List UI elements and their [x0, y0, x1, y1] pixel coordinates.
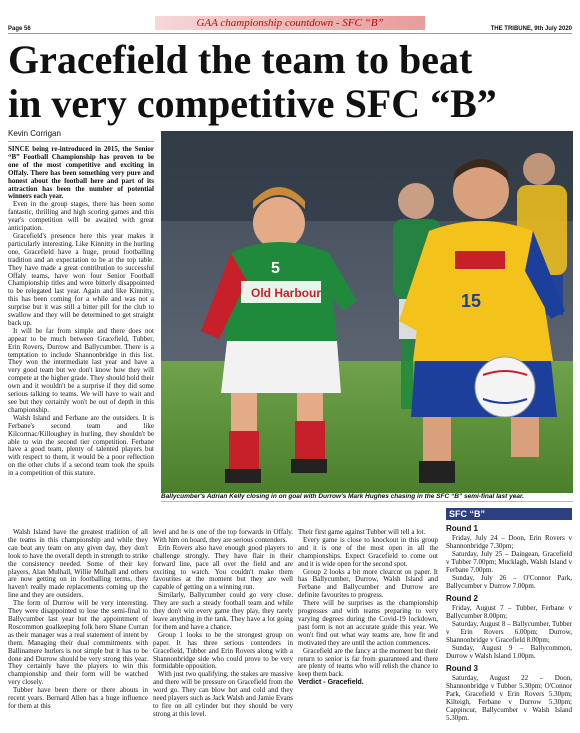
- fixtures-heading: SFC “B”: [446, 508, 572, 520]
- byline: Kevin Corrigan: [8, 129, 61, 138]
- fixture-item: Saturday, August 22 – Doon, Shannonbridge v Tubber 5.30pm; O'Connor Park, Gracefield v Erin Rovers 5.30pm; Kilteigh, Ferbane v Durrow 5.30pm; Cappincur, Ballycumber v Walsh Island 5.30pm.: [446, 674, 572, 722]
- body-paragraph: Gracefield are the fancy at the moment but their return to senior is far from guaranteed and there are plenty of teams who will relish the chance to keep them back.: [298, 646, 438, 679]
- match-photo: [161, 131, 573, 493]
- round-title: Round 1: [446, 524, 478, 533]
- byline-divider: [8, 141, 154, 142]
- fixture-item: Friday, August 7 – Tubber, Ferbane v Ballycumber 8.00pm;: [446, 604, 572, 620]
- headline: [8, 38, 572, 126]
- fixture-item: Saturday, August 8 – Ballycumber, Tubber v Erin Rovers 6.00pm; Durrow, Shannonbridge v Gracefield 8.00pm;: [446, 620, 572, 644]
- body-paragraph: There will be surprises as the championship progresses and with teams preparing to very varying degrees during the Covid-19 lockdown, past form is not an accurate guide this year. We won't find out what way teams are, how fit and motivated they are until the action commences.: [298, 599, 438, 647]
- right-jersey-number: 15: [461, 291, 482, 311]
- verdict: Verdict - Gracefield.: [298, 679, 364, 687]
- body-paragraph: Even in the group stages, there has been some fantastic, thrilling and high scoring games and this year's competition will be awaited with great anticipation.: [8, 200, 154, 233]
- body-paragraph: Group 1 looks to be the strongest group on paper. It has three serious contenders in Gracefield, Tubber and Erin Rovers along with a Shannonbridge side who could prove to be very formidable opposition.: [153, 630, 293, 671]
- body-paragraph: It will be far from simple and there does not appear to be much between Gracefield, Tubber, Erin Rovers, Durrow and Ballycumber. There is a temptation to include Shannonbridge in this list. They won the intermediate last year and have a very good team but we don't know how they will compete at the higher grade. They should hold their own and it wouldn't be a surprise if they did some serious talking to teams. We will have to wait and see but they certainly won't be out of depth in this championship.: [8, 326, 154, 414]
- fixture-item: Sunday, July 26 – O'Connor Park, Ballycumber v Durrow 7.00pm.: [446, 574, 572, 590]
- fixtures-box: [446, 508, 572, 722]
- body-column-3: [298, 529, 438, 687]
- section-banner-text: GAA championship countdown - SFC “B”: [196, 17, 384, 29]
- body-paragraph: Every game is close to knockout in this group and it is one of the most open in all the championships. Expect Gracefield to come out and it is wide open for the second spot.: [298, 535, 438, 568]
- body-paragraph: Walsh Island have the greatest tradition of all the teams in this championship and while they can beat any team on any given day, they don't look to have the overall depth in strength to strike the consistency needed. Some of their key players, Alan Mulhall, Willie Mulhall and others are now getting on in footballing terms, they haven't really made replacements coming up the line and they are outsiders.: [8, 528, 148, 600]
- intro-column: [8, 146, 154, 478]
- caption-divider: [161, 501, 573, 502]
- fixture-item: Saturday, July 25 – Daingean, Gracefield v Tubber 7.00pm; Mucklagh, Walsh Island v Ferbane 7.00pm.: [446, 550, 572, 574]
- body-paragraph: Erin Rovers also have enough good players to challenge strongly. They have flair in their forward line, pace all over the field and are exciting to watch. You couldn't make them favourites at the moment but they are well capable of getting on a winning run.: [153, 543, 293, 592]
- body-paragraph: Similarly, Ballycumber could go very close. They are such a steady football team and while they don't win every game they play, they rarely leave anything in the tank. They have a lot going for them and have a chance.: [153, 591, 293, 631]
- body-paragraph: With just two qualifying, the stakes are massive and there will be pressure on Gracefield from the word go. They can blow hot and cold and they need players such as Jack Walsh and Jamie Evans to fire on all cylinder but they should be very strong at this level.: [153, 670, 293, 718]
- round-title: Round 2: [446, 594, 478, 603]
- body-paragraph: The form of Durrow will be very interesting. They were disappointed to lose the semi-final to Ballycumber last year but the appointment of Roscommon goalkeeping folk hero Shane Curran as their manager was a real statement of intent by them. Managing their dual commitments with Ballinamere hurlers is not simple but it has to be done and Durrow should be very strong this year. They certainly have the players to win this championship and their form will be watched very closely.: [8, 599, 148, 687]
- page-number: Page 56: [8, 26, 31, 32]
- body-column-2: [153, 529, 293, 719]
- intro-paragraph: SINCE being re-introduced in 2015, the Senior “B” Football Championship has proven to be one of the most competitive and exciting in Offaly. There has been something very pure and honest about the football here and part of its attraction has been the number of potential winners each year.: [8, 145, 154, 201]
- body-column-1: [8, 529, 148, 711]
- body-paragraph: Gracefield's presence here this year makes it particularly interesting. Like Kinnitty in the hurling one, Gracefield have a huge, proud footballing tradition and an expectation to be at the top table. They have made a great contribution to successful Offaly teams, have won four Senior Football Championship titles and were bitterly disappointed to be relegated last year. Again and like Kinnitty, this has been coming for a while and was not a surprise but it was still a bitter pill for the club to swallow and they will be determined to get straight back up.: [8, 231, 154, 327]
- headline-line-1: Gracefield the team to beat: [8, 37, 473, 82]
- left-jersey-sponsor: Old Harbour: [251, 286, 322, 300]
- body-paragraph: Tubber have been there or there abouts in recent years. Bernard Allen has a huge influence for them at this: [8, 686, 148, 710]
- fixture-item: Sunday, August 9 – Ballycommon, Durrow v Walsh Island 1.00pm.: [446, 644, 572, 660]
- header-divider: [8, 33, 572, 34]
- body-paragraph: Walsh Island and Ferbane are the outsiders. It is Ferbane's second team and like Kilcormac/Killoughey in hurling, they shouldn't be able to win the second tier competition. Ferbane have a good team, plenty of talented players but with respect to them, it would be a poor reflection on the other clubs if a second team took the spoils in a competition of this stature.: [8, 413, 154, 478]
- photo-caption: Ballycumber's Adrian Kelly closing in on goal with Durrow's Mark Hughes chasing in the SFC “B” semi-final last year.: [161, 493, 524, 500]
- fixture-item: Friday, July 24 – Doon, Erin Rovers v Shannonbridge 7.30pm;: [446, 534, 572, 550]
- headline-line-2: in very competitive SFC “B”: [8, 81, 497, 126]
- round-title: Round 3: [446, 664, 478, 673]
- body-paragraph: Group 2 looks a bit more clearcut on paper. It has Ballycumber, Durrow, Walsh Island and Ferbane and Ballycumber and Durrow are definite favourites to progress.: [298, 567, 438, 600]
- section-banner: [155, 16, 425, 30]
- body-paragraph: Their first game against Tubber will tell a lot.: [298, 528, 426, 536]
- left-jersey-number: 5: [271, 260, 280, 277]
- masthead-date: THE TRIBUNE, 9th July 2020: [490, 26, 572, 32]
- match-photo-illustration: [161, 131, 573, 493]
- body-paragraph: level and he is one of the top forwards in Offaly. With him on board, they are serious contenders.: [153, 528, 293, 544]
